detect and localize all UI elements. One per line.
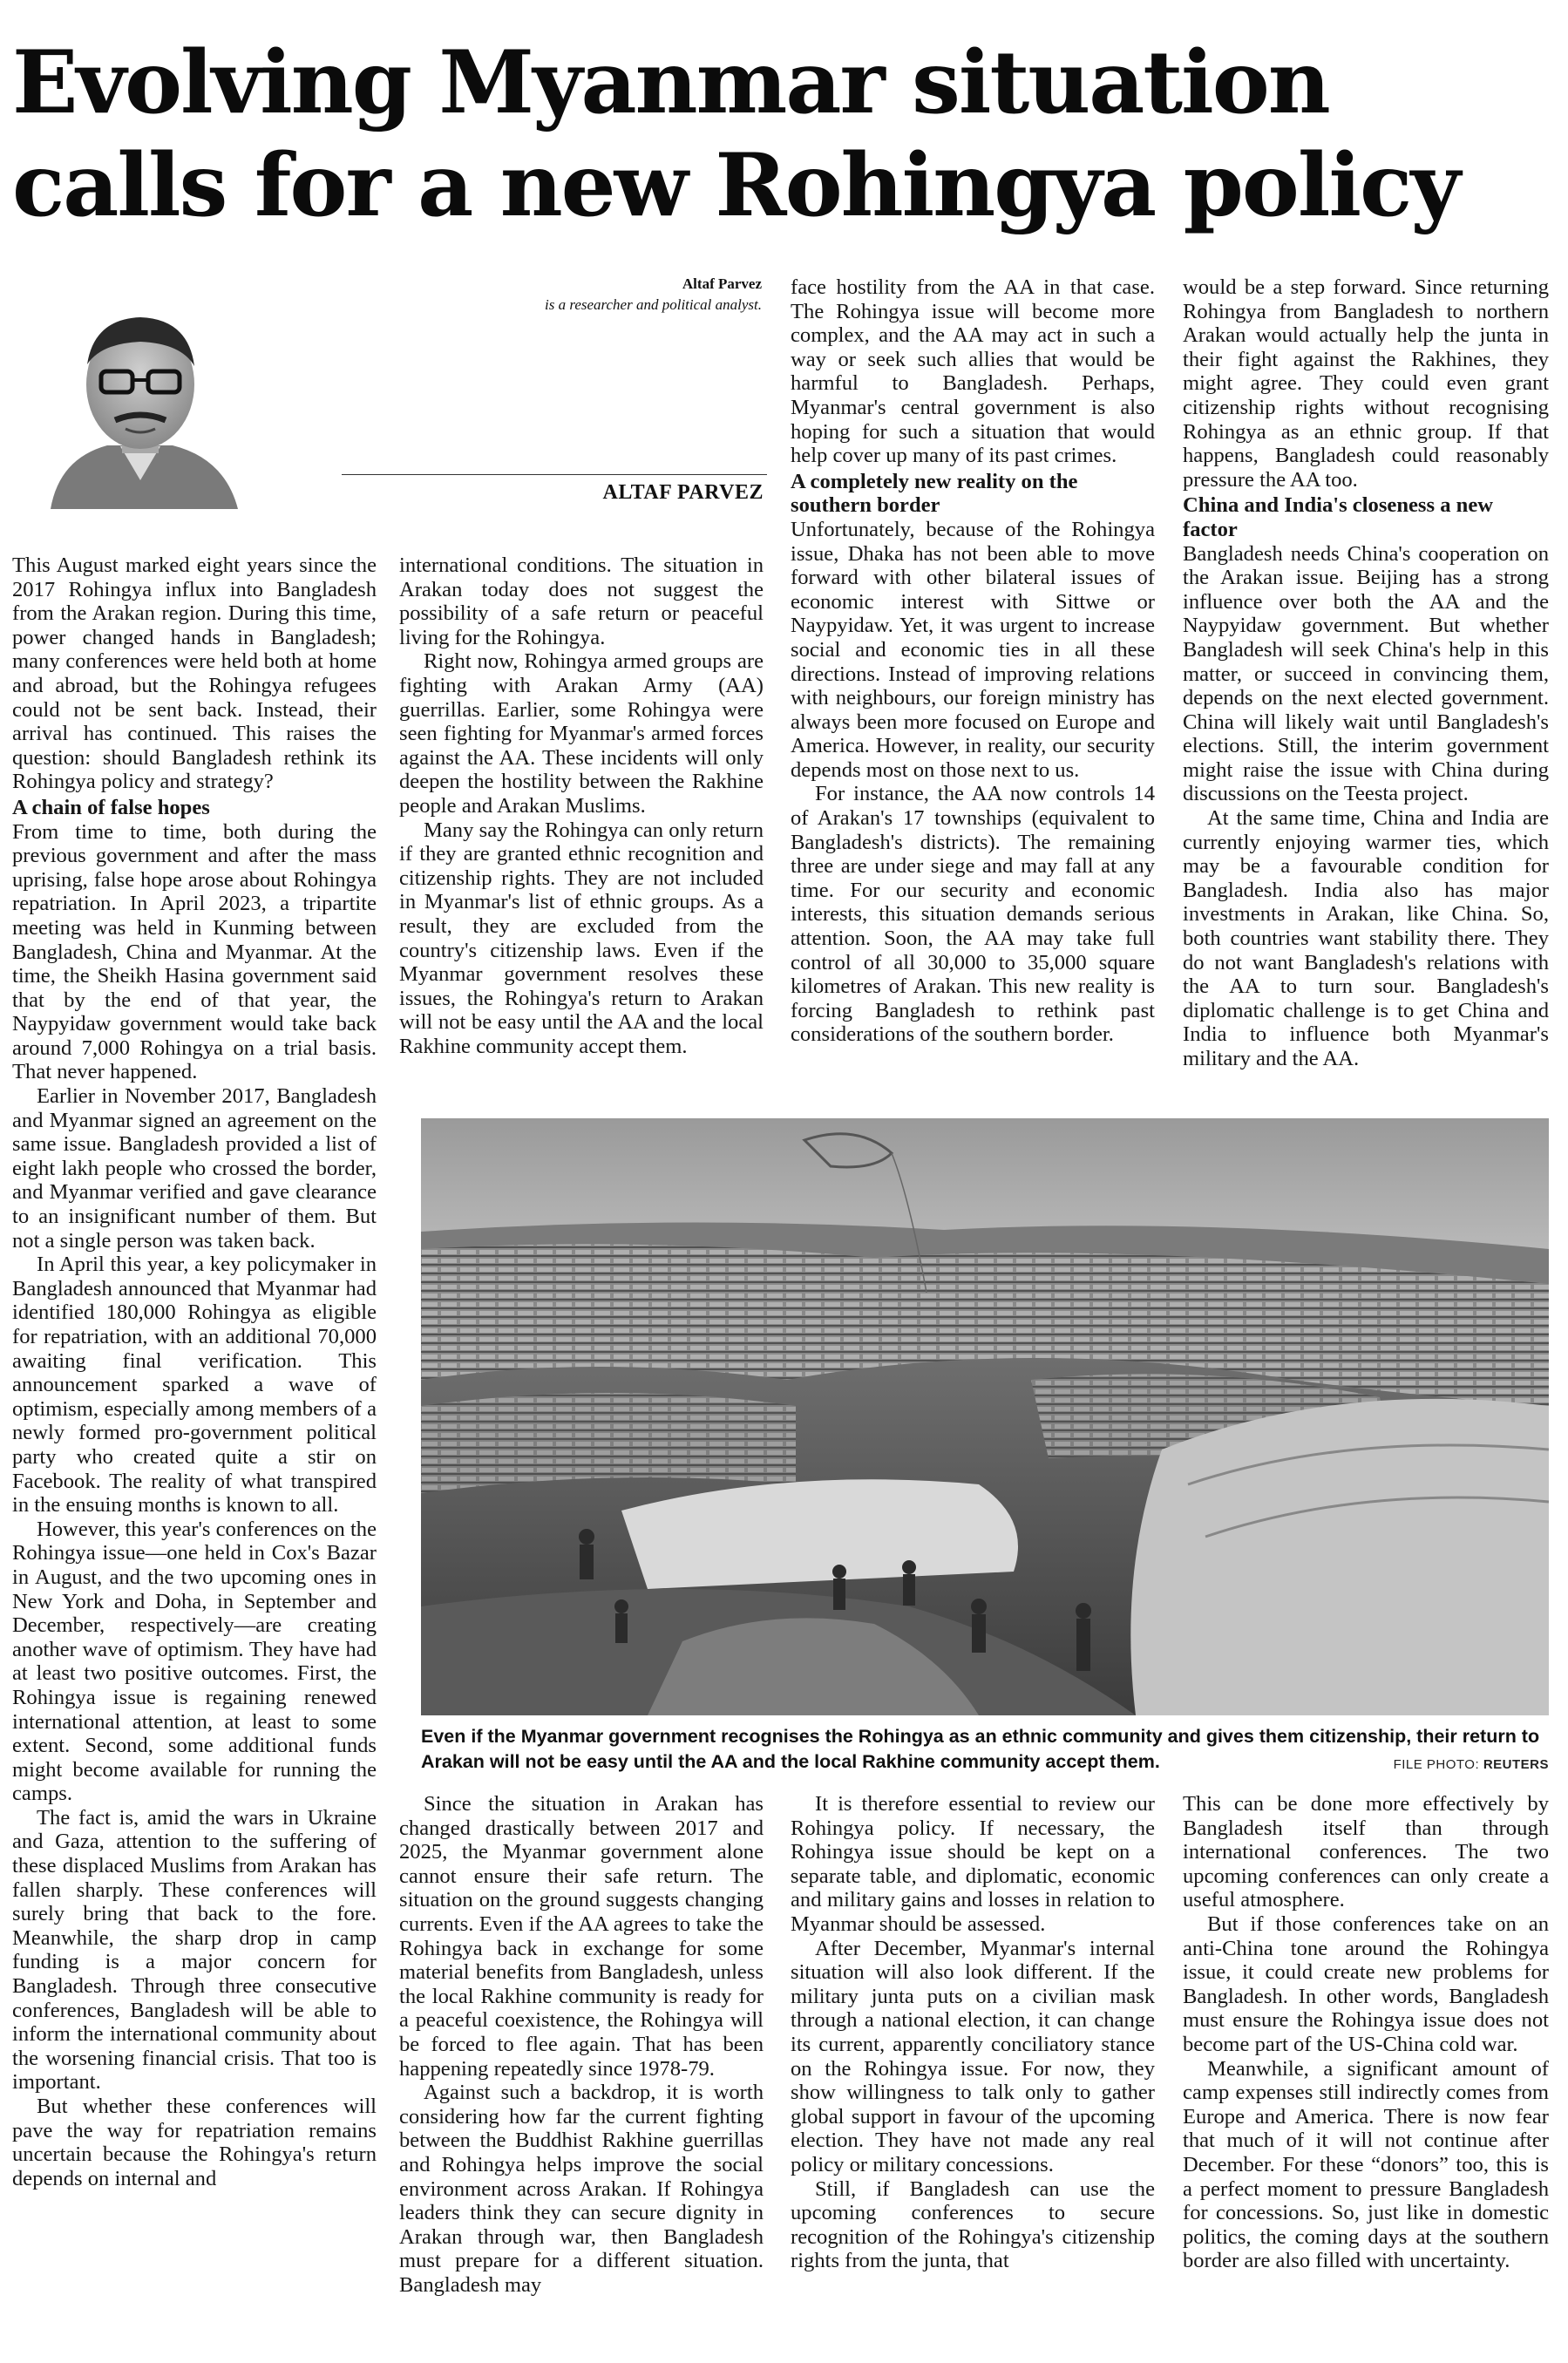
paragraph: However, this year's conferences on the Rohingya issue—one held in Cox's Bazar in August, and the two upcoming ones in New York and Doha, in September and December, respectively—are creating another wave of optimism. They have had at least two positive outcomes. First, the Rohingya issue is regaining renewed international attention, at least to some extent. Second, some additional funds might become available for running the camps. [12,1517,377,1806]
paragraph: From time to time, both during the previous government and after the mass uprising, false hope arose about Rohingya repatriation. In April 2023, a tripartite meeting was held in Kunming between Bangladesh, China and Myanmar. At the time, the Sheikh Hasina government said that by the end of that year, the Naypyidaw government would take back around 7,000 Rohingya on a trial basis. That never happened. [12,819,377,1084]
paragraph: face hostility from the AA in that case. The Rohingya issue will become more complex, and the AA may act in such a way or seek such allies that would be harmful to Bangladesh. Perhaps, Myanmar's central government is also hoping for such a situation that would help cover up many of its past crimes. [791,275,1155,468]
author-block [12,275,767,511]
paragraph: This can be done more effectively by Bangladesh itself than through international conferences. The two upcoming conferences can only create a useful atmosphere. [1183,1792,1549,1912]
column-3 [791,275,1155,1047]
column-2 [399,553,764,1058]
column-4 [1183,275,1549,1071]
paragraph: Meanwhile, a significant amount of camp expenses still indirectly comes from Europe and America. There is now fear that much of it will not continue after December. For these “donors” too, this is a perfect moment to pressure Bangladesh for concessions. So, just like in domestic politics, the coming days at the southern border are also filled with uncertainty. [1183,2056,1549,2273]
headline: Evolving Myanmar situation calls for a new Rohingya policy [12,32,1459,236]
author-bio: is a researcher and political analyst. [545,296,762,313]
column-7 [1183,1792,1549,2273]
byline-rule [342,474,767,475]
paragraph: Bangladesh needs China's cooperation on the Arakan issue. Beijing has a strong influence over both the AA and the Naypyidaw government. But whether Bangladesh will seek China's help in this matter, or succeed in convincing them, depends on the next elected government. China will likely wait until Bangladesh's elections. Still, the interim government might raise the issue with China during discussions on the Teesta project. [1183,541,1549,806]
byline: ALTAF PARVEZ [602,481,764,504]
paragraph: The fact is, amid the wars in Ukraine and Gaza, attention to the suffering of these displaced Muslims from Arakan has fallen sharply. These conferences will surely bring that back to the fore. Meanwhile, the sharp drop in camp funding is a major concern for Bangladesh. Through three consecutive conferences, Bangladesh will be able to inform the international community about the worsening financial crisis. That too is important. [12,1805,377,2095]
photo-caption: Even if the Myanmar government recognises the Rohingya as an ethnic community and gives them citizenship, their return to Arakan will not be easy until the AA and the local Rakhine community accept them. [421,1726,1540,1772]
column-6 [791,1792,1155,2273]
column-1 [12,553,377,2190]
paragraph: This August marked eight years since the 2017 Rohingya influx into Bangladesh from the Arakan region. During this time, power changed hands in Bangladesh; many conferences were held both at home and abroad, but the Rohingya refugees could not be sent back. Instead, their arrival has continued. This raises the question: should Bangladesh rethink its Rohingya policy and strategy? [12,553,377,794]
photo-credit [1394,1757,1549,1772]
paragraph: For instance, the AA now controls 14 of Arakan's 17 townships (equivalent to Bangladesh's districts). The remaining three are under siege and may fall at any time. For our security and economic interests, this situation demands serious attention. Soon, the AA may take full control of all 30,000 to 35,000 square kilometres of Arakan. This new reality is forcing Bangladesh to rethink past considerations of the southern border. [791,782,1155,1047]
paragraph: would be a step forward. Since returning Rohingya from Bangladesh to northern Arakan would actually help the junta in their fight against the Rakhines, they might agree. They could even grant citizenship rights without recognising Rohingya as an ethnic group. If that happens, Bangladesh could reasonably pressure the AA too. [1183,275,1549,492]
paragraph: Against such a backdrop, it is worth considering how far the current fighting between the Buddhist Rakhine guerrillas and Rohingya helps improve the social environment across Arakan. If Rohingya leaders think they can secure dignity in Arakan through war, then Bangladesh must prepare for a different situation. Bangladesh may [399,2081,764,2297]
paragraph: At the same time, China and India are currently enjoying warmer ties, which may be a favourable condition for Bangladesh. India also has major investments in Arakan, like China. So, both countries want stability there. They do not want Bangladesh's relations with the AA to turn sour. Bangladesh's diplomatic challenge is to get China and India to influence both Myanmar's military and the AA. [1183,806,1549,1070]
paragraph: It is therefore essential to review our Rohingya policy. If necessary, the Rohingya issue should be kept on a separate table, and diplomatic, economic and military gains and losses in relation to Myanmar should be assessed. [791,1792,1155,1936]
paragraph: Earlier in November 2017, Bangladesh and Myanmar signed an agreement on the same issue. Bangladesh provided a list of eight lakh people who crossed the border, and Myanmar verified and gave clearance to an insignificant number of them. But not a single person was taken back. [12,1084,377,1253]
paragraph: But whether these conferences will pave the way for repatriation remains uncertain because the Rohingya's return depends on internal and [12,2095,377,2190]
photo-credit-source: REUTERS [1483,1757,1549,1772]
paragraph: Many say the Rohingya can only return if they are granted ethnic recognition and citizenship rights. They are not included in Myanmar's list of ethnic groups. As a result, they are excluded from the country's citizenship laws. Even if the Myanmar government resolves these issues, the Rohingya's return to Arakan will not be easy until the AA and the local Rakhine community accept them. [399,818,764,1058]
paragraph: Right now, Rohingya armed groups are fighting with Arakan Army (AA) guerrillas. Earlier, some Rohingya were seen fighting for Myanmar's armed forces against the AA. These incidents will only deepen the hostility between the Rakhine people and Arakan Muslims. [399,649,764,818]
paragraph: After December, Myanmar's internal situation will also look different. If the military junta puts on a civilian mask through a national election, it can change its current, apparently conciliatory stance on the Rohingya issue. For now, they show willingness to talk only to gather global support in favour of the upcoming election. They have not made any real policy or military concessions. [791,1936,1155,2176]
author-name: Altaf Parvez [682,275,762,292]
paragraph: Since the situation in Arakan has changed drastically between 2017 and 2025, the Myanmar government alone cannot ensure their safe return. The situation on the ground suggests changing currents. Even if the AA agrees to take the Rohingya back in exchange for some material benefits from Bangladesh, unless the local Rakhine community is ready for a peaceful coexistence, the Rohingya will be forced to flee again. That has been happening repeatedly since 1978-79. [399,1792,764,2081]
subheading: China and India's closeness a new factor [1183,493,1494,541]
paragraph: In April this year, a key policymaker in Bangladesh announced that Myanmar had identified 180,000 Rohingya as eligible for repatriation, with an additional 70,000 awaiting final verification. This announcement sparked a wave of optimism, especially among members of a newly formed pro-government political party who created quite a stir on Facebook. The reality of what transpired in the ensuing months is known to all. [12,1253,377,1518]
subheading: A completely new reality on the southern border [791,469,1078,518]
column-5 [399,1792,764,2297]
paragraph: Unfortunately, because of the Rohingya issue, Dhaka has not been able to move forward with other bilateral issues of economic interest with Sittwe or Naypyidaw. Yet, it was urgent to increase social and economic ties in all these directions. Instead of improving relations with neighbours, our foreign ministry has always been more focused on Europe and America. However, in reality, our security depends most on those next to us. [791,517,1155,782]
author-portrait [24,293,256,509]
paragraph: international conditions. The situation in Arakan today does not suggest the possibility of a safe return or peaceful living for the Rohingya. [399,553,764,649]
subheading: A chain of false hopes [12,795,210,819]
rohingya-camp-photo [421,1118,1549,1715]
paragraph: But if those conferences take on an anti-China tone around the Rohingya issue, it could create new problems for Bangladesh. In other words, Bangladesh must ensure the Rohingya issue does not become part of the US-China cold war. [1183,1911,1549,2056]
paragraph: Still, if Bangladesh can use the upcoming conferences to secure recognition of the Rohingya's citizenship rights from the junta, that [791,2176,1155,2273]
photo-credit-label: FILE PHOTO: [1393,1757,1480,1772]
